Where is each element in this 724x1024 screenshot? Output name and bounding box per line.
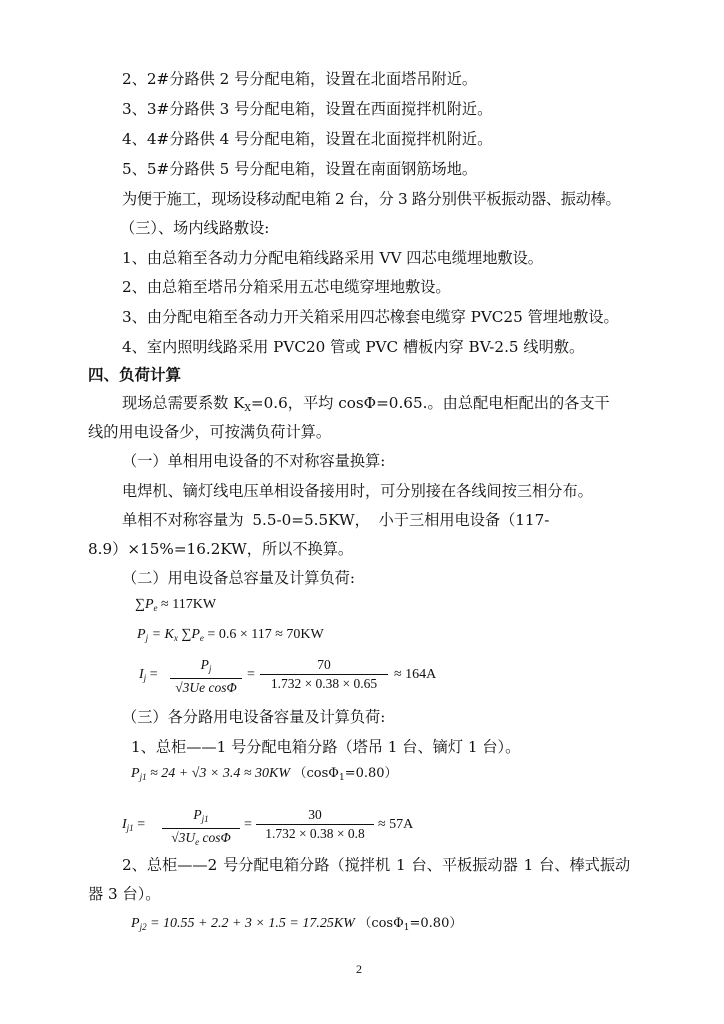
section-heading-wiring: （三）、场内线路敷设: (120, 219, 270, 237)
paragraph-unbalanced-a: 单相不对称容量为 5.5-0=5.5KW， 小于三相用电设备（117- (122, 511, 550, 529)
fraction-4: 30 1.732 × 0.38 × 0.8 (256, 806, 374, 843)
wiring-item-2: 2、由总箱至塔吊分箱采用五芯电缆穿埋地敷设。 (122, 278, 451, 296)
list-item-5: 5、5#分路供 5 号分配电箱，设置在南面钢筋场地。 (122, 160, 478, 178)
paragraph-unbalanced-b: 8.9）×15%=16.2KW，所以不换算。 (88, 540, 354, 558)
page-number: 2 (356, 962, 362, 976)
paragraph-mobile-boxes: 为便于施工，现场设移动配电箱 2 台，分 3 路分别供平板振动器、振动棒。 (122, 190, 621, 208)
formula-branch-1-power: $P_{j1} \approx 24 + √3 \times 3.4 \approx 30KW$ （cosΦ$_1$=0.80） (131, 766, 398, 783)
fraction-3: $P_{j1}$ $√3U_e$ cosΦ (162, 806, 240, 851)
paragraph-welding: 电焊机、镝灯线电压单相设备接用时，可分别接在各线间按三相分布。 (122, 482, 593, 500)
formula-calc-power: $P_j = K_x$ $\sum P_e = 0.6 \times 117 \approx 70KW$ (137, 627, 324, 643)
fraction-1: $P_j$ √3Ue cosΦ (170, 656, 242, 697)
subsection-branch-capacity: （三）各分路用电设备容量及计算负荷: (122, 708, 386, 726)
subsection-single-phase: （一）单相用电设备的不对称容量换算: (122, 452, 386, 470)
fraction-2: 70 1.732 × 0.38 × 0.65 (260, 656, 388, 693)
branch-1-heading: 1、总柜——1 号分配电箱分路（塔吊 1 台、镝灯 1 台）。 (131, 738, 521, 756)
wiring-item-1: 1、由总箱至各动力分配电箱线路采用 VV 四芯电缆埋地敷设。 (122, 249, 543, 267)
list-item-3: 3、3#分路供 3 号分配电箱，设置在西面搅拌机附近。 (122, 100, 493, 118)
formula-total-power: $\sum P_e \approx 117KW$ (135, 597, 217, 613)
paragraph-full-load: 线的用电设备少，可按满负荷计算。 (88, 423, 331, 441)
branch-2-heading-a: 2、总柜——2 号分配电箱分路（搅拌机 1 台、平板振动器 1 台、棒式振动 (122, 856, 631, 874)
list-item-2: 2、2#分路供 2 号分配电箱，设置在北面塔吊附近。 (122, 70, 478, 88)
document-page: 2、2#分路供 2 号分配电箱，设置在北面塔吊附近。 3、3#分路供 3 号分配电箱，设置在西面搅拌机附近。 4、4#分路供 4 号分配电箱，设置在北面搅拌机附近。 5、5#分路供 5 号分配电箱，设置在南面钢筋场地。 为便于施工，现场设移动配电箱 2 台，分 3 路分别供平板振动器、振动棒。 （三）、场内线路敷设: 1、由总箱至各动力分配电箱线路采用 VV 四芯电缆埋地敷设。 2、由总箱至塔吊分箱采用五芯电缆穿埋地敷设。 3、由分配电箱至各动力开关箱采用四芯橡套电缆穿 PVC25 管埋地敷设。 4、室内照明线路采用 PVC20 管或 PVC 槽板内穿 BV-2.5 线明敷。 四、负荷计算 现场总需要系数 $K_X=0.6$，平均 cosΦ=0.65.。由总配电柜配出的各支干 线的用电设备少，可按满负荷计算。 （一）单相用电设备的不对称容量换算: 电焊机、镝灯线电压单相设备接用时，可分别接在各线间按三相分布。 单相不对称容量为 5.5-0=5.5KW， 小于三相用电设备（117- 8.9）×15%=16.2KW，所以不换算。 （二）用电设备总容量及计算负荷: $\sum P_e \approx 117KW$ $P_j = K_x$ $\sum P_e = 0.6 \times 117 \approx 70KW$ $I_j$ = $P_j$ √3Ue cosΦ = 70 1.732 × 0.38 × 0.65 ≈ 164A （三）各分路用电设备容量及计算负荷: 1、总柜——1 号分配电箱分路（塔吊 1 台、镝灯 1 台）。 $P_{j1} \approx 24 + √3 \times 3.4 \approx 30KW$ （cosΦ$_1$=0.80） $I_{j1}$ = $P_{j1}$ $√3U_e$ cosΦ = 30 1.732 × 0.38 × 0.8 ≈ 57A 2、总柜——2 号分配电箱分路（搅拌机 1 台、平板振动器 1 台、棒式振动 器 3 台）。 $P_{j2} = 10.55 + 2.2 + 3 \times 1.5 = 17.25KW$ （cosΦ$_1$=0.80） 2 (88, 70, 631, 976)
subsection-total-capacity: （二）用电设备总容量及计算负荷: (122, 569, 355, 587)
wiring-item-3: 3、由分配电箱至各动力开关箱采用四芯橡套电缆穿 PVC25 管埋地敷设。 (122, 308, 619, 326)
section-heading-load-calc: 四、负荷计算 (88, 366, 182, 384)
wiring-item-4: 4、室内照明线路采用 PVC20 管或 PVC 槽板内穿 BV-2.5 线明敷。 (122, 338, 585, 356)
paragraph-demand-factor: 现场总需要系数 $K_X=0.6$，平均 cosΦ=0.65.。由总配电柜配出的各支干 (122, 394, 610, 414)
list-item-4: 4、4#分路供 4 号分配电箱，设置在北面搅拌机附近。 (122, 130, 493, 148)
branch-2-heading-b: 器 3 台）。 (88, 885, 161, 903)
formula-branch-2-power: $P_{j2} = 10.55 + 2.2 + 3 \times 1.5 = 17.25KW$ （cosΦ$_1$=0.80） (131, 916, 463, 933)
